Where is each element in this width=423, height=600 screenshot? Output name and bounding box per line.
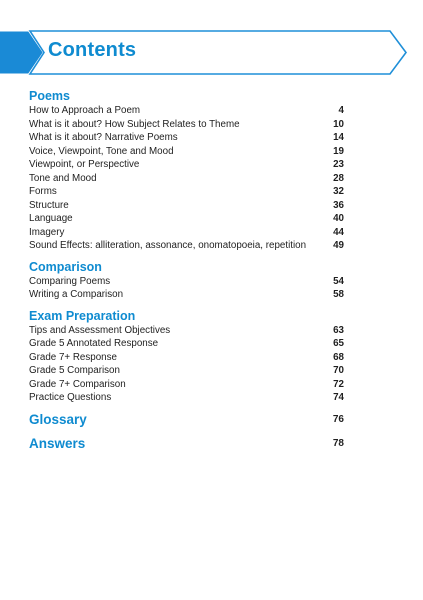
entry-page: 65 [333, 338, 344, 349]
entry-page: 28 [333, 172, 344, 184]
toc-entry[interactable] [29, 226, 344, 240]
toc-entry[interactable] [29, 199, 344, 213]
entry-label: Grade 7+ Response [29, 351, 117, 363]
entry-label: Grade 7+ Comparison [29, 378, 126, 390]
entry-label: Voice, Viewpoint, Tone and Mood [29, 145, 174, 157]
section-title: Exam Preparation [29, 308, 136, 323]
entry-page: 14 [333, 132, 344, 143]
toc-entry[interactable] [29, 324, 344, 338]
toc-entry[interactable] [29, 185, 344, 199]
toc-entry[interactable] [29, 288, 344, 302]
entry-page: 63 [333, 324, 344, 336]
entry-label: Grade 5 Annotated Response [29, 338, 159, 349]
toc-entry[interactable] [29, 145, 344, 159]
section-title: Comparison [29, 259, 102, 274]
entry-page: 76 [332, 413, 344, 425]
entry-page: 54 [333, 275, 344, 287]
page-title: Contents [48, 39, 137, 61]
entry-label: Writing a Comparison [29, 289, 124, 300]
entry-label: Viewpoint, or Perspective [29, 159, 140, 170]
entry-label: Imagery [29, 226, 65, 238]
toc-entry[interactable] [29, 378, 344, 392]
toc-entry[interactable] [29, 364, 344, 378]
entry-label: Comparing Poems [29, 275, 111, 287]
section-title: Glossary [29, 411, 87, 427]
entry-page: 68 [333, 351, 344, 363]
section-comparison [29, 259, 344, 302]
entry-page: 78 [332, 437, 344, 449]
contents-banner [0, 30, 410, 75]
toc-entry[interactable] [29, 337, 344, 351]
toc-entry[interactable] [29, 118, 344, 132]
entry-page: 70 [333, 365, 344, 376]
entry-label: Tone and Mood [29, 172, 97, 184]
toc-entry[interactable] [29, 158, 344, 172]
entry-page: 44 [333, 226, 344, 238]
entry-label: Structure [29, 199, 69, 211]
entry-page: 72 [333, 378, 344, 390]
entry-label: What is it about? How Subject Relates to Theme [29, 118, 240, 130]
entry-label: Language [29, 213, 73, 224]
entry-label: Grade 5 Comparison [29, 365, 120, 376]
entry-label: Forms [29, 186, 57, 197]
toc-entry[interactable] [29, 104, 344, 118]
toc-entry[interactable] [29, 212, 344, 226]
section-poems [29, 88, 344, 253]
toc-entry[interactable] [29, 131, 344, 145]
toc-entry[interactable] [29, 239, 344, 253]
toc-entry[interactable] [29, 391, 344, 405]
entry-page: 19 [333, 145, 344, 157]
toc-entry[interactable] [29, 275, 344, 289]
section-title: Answers [29, 435, 86, 451]
section-exam-preparation [29, 308, 344, 405]
entry-label: Practice Questions [29, 392, 112, 403]
entry-page: 4 [338, 105, 344, 116]
entry-label: Tips and Assessment Objectives [29, 324, 171, 336]
section-answers[interactable] [29, 435, 344, 453]
section-title: Poems [29, 89, 70, 103]
entry-page: 74 [333, 392, 344, 403]
entry-page: 10 [333, 118, 344, 130]
entry-page: 49 [333, 240, 344, 251]
entry-label: What is it about? Narrative Poems [29, 132, 178, 143]
section-glossary[interactable] [29, 411, 344, 429]
toc-entry[interactable] [29, 351, 344, 365]
entry-page: 36 [333, 199, 344, 211]
entry-label: How to Approach a Poem [29, 105, 141, 116]
entry-page: 40 [333, 213, 344, 224]
entry-label: Sound Effects: alliteration, assonance, onomatopoeia, repetition [29, 240, 307, 251]
table-of-contents [29, 88, 344, 459]
toc-entry[interactable] [29, 172, 344, 186]
entry-page: 23 [333, 159, 344, 170]
entry-page: 32 [333, 186, 344, 197]
entry-page: 58 [333, 289, 344, 300]
